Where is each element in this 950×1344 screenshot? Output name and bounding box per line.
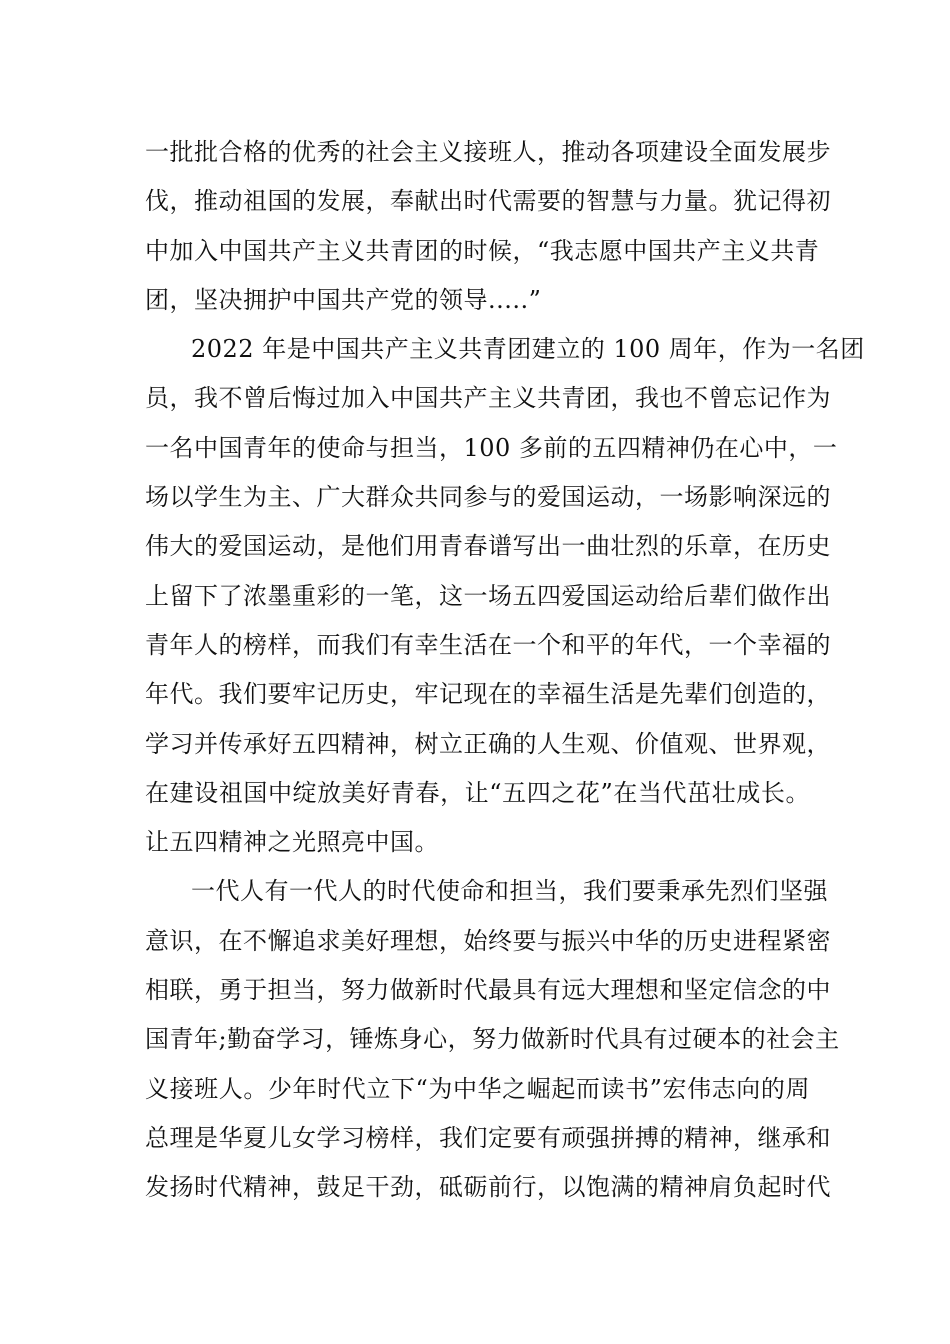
text-line: 一批批合格的优秀的社会主义接班人，推动各项建设全面发展步 <box>145 138 831 166</box>
text-line: 相联，勇于担当，努力做新时代最具有远大理想和坚定信念的中 <box>145 976 831 1005</box>
text-line: 义接班人。少年时代立下“为中华之崛起而读书”宏伟志向的周 <box>145 1074 810 1103</box>
text-line: 意识，在不懈追求美好理想，始终要与振兴中华的历史进程紧密 <box>145 926 831 955</box>
text-line: 国青年;勤奋学习，锤炼身心，努力做新时代具有过硬本的社会主 <box>145 1025 840 1054</box>
text-line: 2022 年是中国共产主义共青团建立的 100 周年，作为一名团 <box>191 335 865 364</box>
text-line: 在建设祖国中绽放美好青春，让“五四之花”在当代茁壮成长。 <box>145 778 810 807</box>
text-line: 场以学生为主、广大群众共同参与的爱国运动，一场影响深远的 <box>145 483 831 512</box>
text-line: 年代。我们要牢记历史，牢记现在的幸福生活是先辈们创造的， <box>145 680 831 709</box>
text-line: 伐，推动祖国的发展，奉献出时代需要的智慧与力量。犹记得初 <box>145 187 831 216</box>
text-line: 中加入中国共产主义共青团的时候，“我志愿中国共产主义共青 <box>145 236 820 265</box>
text-line: 青年人的榜样，而我们有幸生活在一个和平的年代，一个幸福的 <box>145 630 831 659</box>
text-line: 发扬时代精神，鼓足干劲，砥砺前行，以饱满的精神肩负起时代 <box>145 1173 831 1202</box>
text-line: 一代人有一代人的时代使命和担当，我们要秉承先烈们坚强 <box>191 877 828 906</box>
text-line: 员，我不曾后悔过加入中国共产主义共青团，我也不曾忘记作为 <box>145 384 831 413</box>
text-line: 让五四精神之光照亮中国。 <box>145 828 439 857</box>
text-line: 学习并传承好五四精神，树立正确的人生观、价值观、世界观， <box>145 729 831 758</box>
text-line: 总理是华夏儿女学习榜样，我们定要有顽强拼搏的精神，继承和 <box>145 1123 831 1152</box>
text-line: 团，坚决拥护中国共产党的领导.....” <box>145 285 542 314</box>
body-text <box>145 128 865 1213</box>
text-line: 上留下了浓墨重彩的一笔，这一场五四爱国运动给后辈们做作出 <box>145 581 831 610</box>
text-line: 一名中国青年的使命与担当，100 多前的五四精神仍在心中，一 <box>145 433 838 462</box>
text-line: 伟大的爱国运动，是他们用青春谱写出一曲壮烈的乐章，在历史 <box>145 532 831 561</box>
